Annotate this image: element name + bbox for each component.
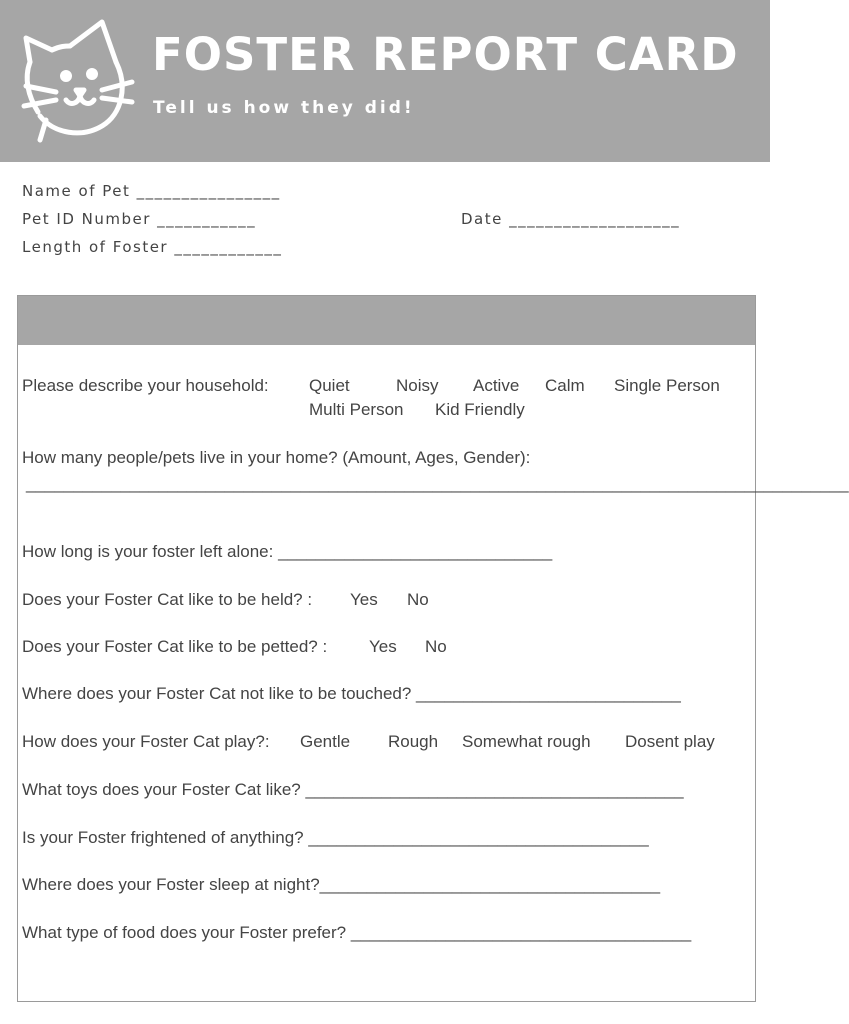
household-option-active[interactable]: Active: [473, 376, 520, 395]
play-question: How does your Foster Cat play?:: [22, 732, 270, 751]
pet-name-field[interactable]: Name of Pet ________________: [22, 182, 281, 200]
frightened-question[interactable]: Is your Foster frightened of anything? ____________________________________: [22, 828, 649, 847]
household-option-calm[interactable]: Calm: [545, 376, 585, 395]
household-option-kid-friendly[interactable]: Kid Friendly: [435, 400, 525, 419]
header-banner: [0, 0, 770, 162]
food-question[interactable]: What type of food does your Foster prefer? ____________________________________: [22, 923, 692, 942]
play-option-gentle[interactable]: Gentle: [300, 732, 351, 751]
date-field[interactable]: Date ___________________: [461, 210, 681, 228]
petted-option-no[interactable]: No: [425, 637, 447, 656]
pet-id-field[interactable]: Pet ID Number ___________: [22, 210, 257, 228]
household-option-quiet[interactable]: Quiet: [309, 376, 350, 395]
household-option-single-person[interactable]: Single Person: [614, 376, 720, 395]
sleep-question[interactable]: Where does your Foster sleep at night?____________________________________: [22, 875, 661, 894]
page-title: FOSTER REPORT CARD: [152, 28, 739, 81]
cat-face-icon: [16, 16, 136, 144]
toys-question[interactable]: What toys does your Foster Cat like? ________________________________________: [22, 780, 684, 799]
page-subtitle: Tell us how they did!: [153, 98, 415, 118]
held-option-no[interactable]: No: [407, 590, 429, 609]
play-option-somewhat-rough[interactable]: Somewhat rough: [462, 732, 591, 751]
touched-question[interactable]: Where does your Foster Cat not like to be touched? ____________________________: [22, 684, 681, 703]
length-of-foster-field[interactable]: Length of Foster ____________: [22, 238, 283, 256]
household-option-noisy[interactable]: Noisy: [396, 376, 439, 395]
people-answer-line[interactable]: _______________________________________________________________________________________: [26, 474, 849, 493]
household-option-multi-person[interactable]: Multi Person: [309, 400, 404, 419]
play-option-rough[interactable]: Rough: [388, 732, 439, 751]
petted-question: Does your Foster Cat like to be petted? :: [22, 637, 328, 656]
held-option-yes[interactable]: Yes: [350, 590, 378, 609]
petted-option-yes[interactable]: Yes: [369, 637, 397, 656]
alone-question[interactable]: How long is your foster left alone: _____________________________: [22, 542, 553, 561]
play-option-dosent-play[interactable]: Dosent play: [625, 732, 715, 751]
people-question: How many people/pets live in your home? (Amount, Ages, Gender):: [22, 448, 531, 467]
household-question: Please describe your household:: [22, 376, 269, 395]
questionnaire-header-band: [18, 296, 755, 345]
held-question: Does your Foster Cat like to be held? :: [22, 590, 313, 609]
